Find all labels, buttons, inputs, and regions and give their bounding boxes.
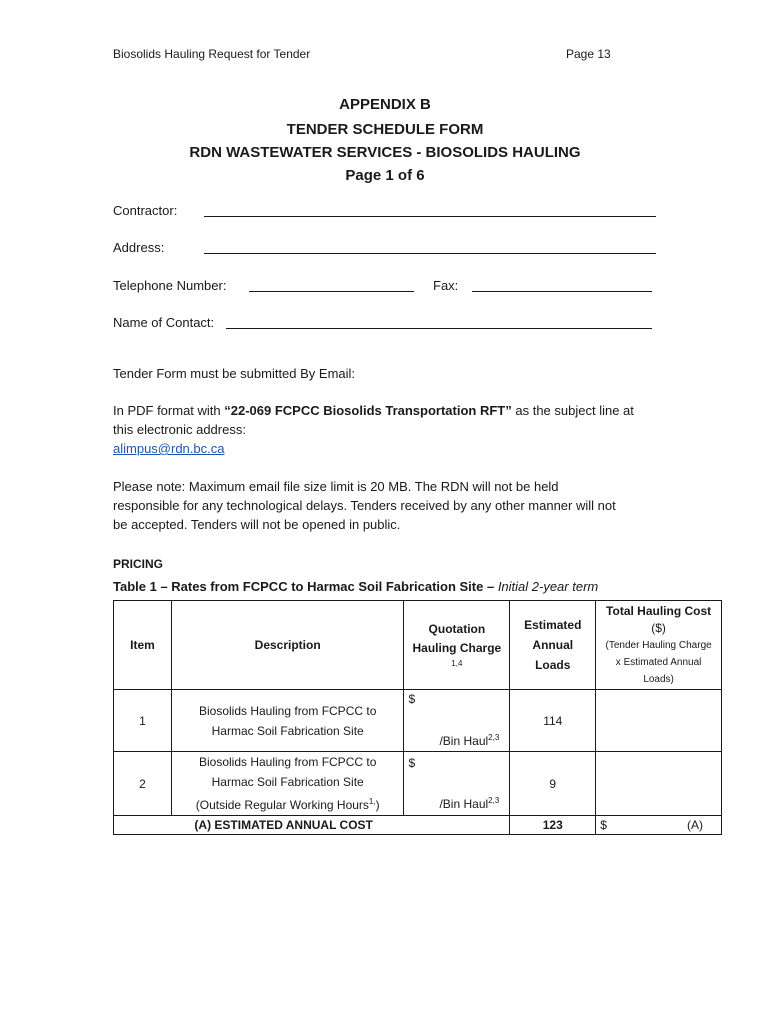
header-quotation-line2: Hauling Charge xyxy=(412,641,502,655)
header-estimated-line1: Estimated xyxy=(524,618,582,632)
header-quotation-line1: Quotation xyxy=(428,622,486,636)
table-row xyxy=(114,752,722,816)
header-total-line1: Total Hauling Cost xyxy=(606,603,712,618)
header-total-note1: (Tender Hauling Charge xyxy=(605,639,712,651)
header-total-note2: x Estimated Annual xyxy=(615,656,702,668)
row1-description xyxy=(171,690,404,752)
rates-table xyxy=(113,600,722,835)
header-item: Item xyxy=(114,601,172,690)
submission-subject: “22-069 FCPCC Biosolids Transportation RFT” xyxy=(224,403,512,418)
address-field[interactable] xyxy=(204,253,656,254)
row1-item: 1 xyxy=(114,690,172,752)
total-label xyxy=(114,816,510,835)
header-estimated xyxy=(510,601,596,690)
row2-desc-line2: Harmac Soil Fabrication Site xyxy=(211,775,364,789)
telephone-label: Telephone Number: xyxy=(113,278,227,293)
header-total xyxy=(596,601,722,690)
address-label: Address: xyxy=(113,240,165,255)
table-caption-text: Table 1 – Rates from FCPCC to Harmac Soil Fabrication Site – xyxy=(113,579,498,594)
row2-desc-line3-text: (Outside Regular Working Hours xyxy=(195,798,369,812)
row1-dollar: $ xyxy=(408,692,416,706)
table-caption-term: Initial 2-year term xyxy=(497,579,599,594)
submission-instructions xyxy=(113,401,673,420)
fax-label: Fax: xyxy=(433,278,459,293)
table-caption xyxy=(113,579,598,594)
row2-bin-haul xyxy=(439,796,499,811)
header-estimated-line3: Loads xyxy=(535,658,571,672)
row2-total-cell[interactable] xyxy=(596,752,722,816)
form-page-indicator: Page 1 of 6 xyxy=(345,167,425,184)
row1-desc-line2: Harmac Soil Fabrication Site xyxy=(211,723,364,738)
total-cost-cell[interactable] xyxy=(596,816,722,835)
note-line-2: responsible for any technological delays. Tenders received by any other manner will not xyxy=(113,498,616,513)
pricing-heading: PRICING xyxy=(113,557,164,571)
row2-desc-line1: Biosolids Hauling from FCPCC to xyxy=(198,755,377,769)
email-link[interactable]: alimpus@rdn.bc.ca xyxy=(113,441,225,456)
row2-desc-line3 xyxy=(172,792,404,815)
row1-total-cell[interactable] xyxy=(596,690,722,752)
submission-line2: this electronic address: xyxy=(113,422,246,437)
submission-prefix: In PDF format with xyxy=(113,403,225,418)
total-dollar: $ xyxy=(600,818,607,832)
contractor-label: Contractor: xyxy=(113,203,178,218)
contact-field[interactable] xyxy=(226,328,652,329)
table-total-row xyxy=(114,816,722,835)
row2-bin-haul-text: /Bin Haul xyxy=(439,796,489,811)
form-title: TENDER SCHEDULE FORM xyxy=(286,121,484,138)
page-number: Page 13 xyxy=(566,47,611,61)
document-header-title: Biosolids Hauling Request for Tender xyxy=(113,47,311,61)
fax-field[interactable] xyxy=(472,291,652,292)
row2-loads: 9 xyxy=(510,752,596,816)
row2-quotation-cell[interactable] xyxy=(404,752,510,816)
contractor-field[interactable] xyxy=(204,216,656,217)
submission-suffix: as the subject line at xyxy=(511,403,634,418)
header-total-line2: ($) xyxy=(651,620,666,635)
header-estimated-line2: Annual xyxy=(532,638,574,652)
service-title: RDN WASTEWATER SERVICES - BIOSOLIDS HAULING xyxy=(189,144,581,161)
contact-label: Name of Contact: xyxy=(113,315,215,330)
row1-loads: 114 xyxy=(510,690,596,752)
row2-description xyxy=(171,752,404,816)
submission-intro: Tender Form must be submitted By Email: xyxy=(113,366,356,381)
telephone-field[interactable] xyxy=(249,291,414,292)
total-loads: 123 xyxy=(510,816,596,835)
header-quotation xyxy=(404,601,510,690)
header-description: Description xyxy=(171,601,404,690)
row2-desc-sup: 1, xyxy=(368,797,376,806)
appendix-title: APPENDIX B xyxy=(339,96,431,113)
row2-dollar: $ xyxy=(408,755,416,770)
row2-bin-sup: 2,3 xyxy=(488,795,500,805)
row1-bin-haul-text: /Bin Haul xyxy=(439,734,489,748)
table-header-row xyxy=(114,601,722,690)
row2-item: 2 xyxy=(114,752,172,816)
table-row xyxy=(114,690,722,752)
header-quotation-sup: 1,4 xyxy=(451,659,463,668)
header-total-note3: Loads) xyxy=(643,673,674,685)
total-label-text: (A) ESTIMATED ANNUAL COST xyxy=(194,818,373,832)
note-line-1: Please note: Maximum email file size limit is 20 MB. The RDN will not be held xyxy=(113,479,559,494)
row1-bin-haul xyxy=(439,733,499,748)
note-line-3: be accepted. Tenders will not be opened in public. xyxy=(113,517,401,532)
row2-desc-close: ) xyxy=(375,798,380,812)
row1-quotation-cell[interactable] xyxy=(404,690,510,752)
row1-desc-line1: Biosolids Hauling from FCPCC to xyxy=(198,703,377,718)
total-marker: (A) xyxy=(687,818,703,832)
row1-bin-sup: 2,3 xyxy=(488,733,500,742)
